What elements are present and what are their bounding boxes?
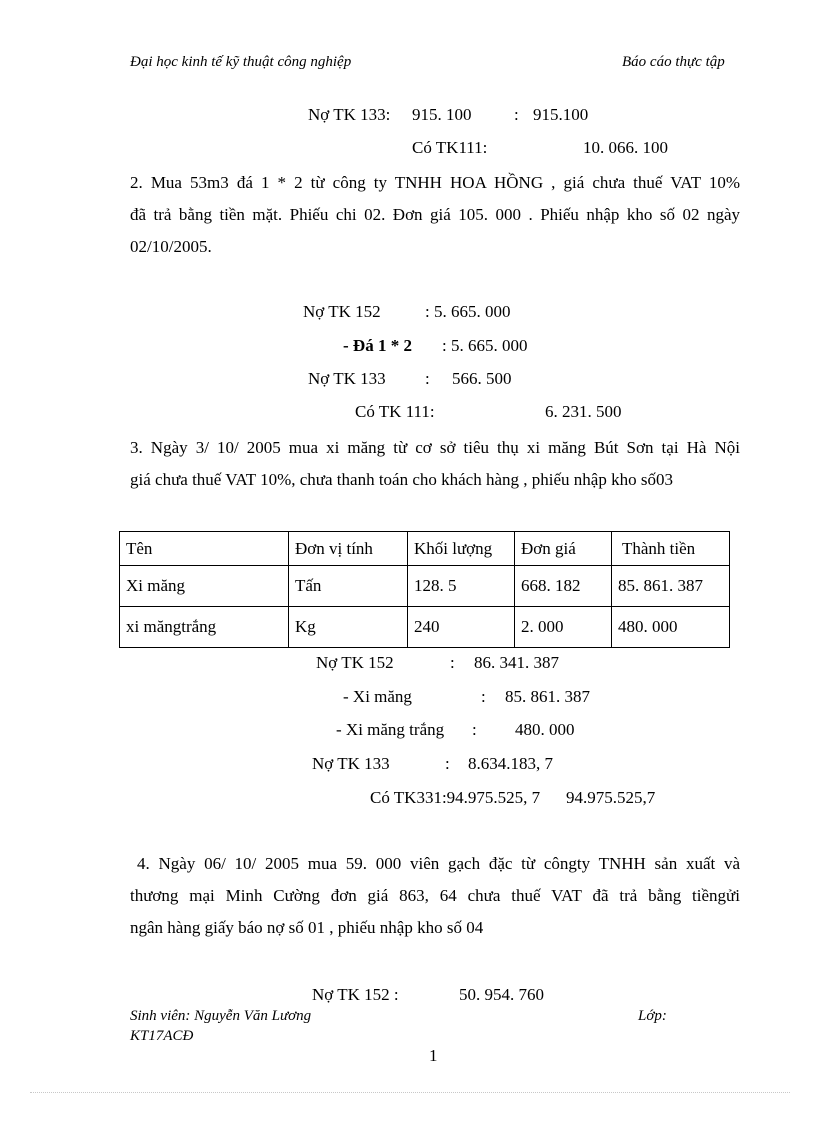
entry1-debit-133-colon: : — [514, 105, 519, 124]
footer-student: Sinh viên: Nguyễn Văn Lương — [130, 1008, 312, 1024]
header-school: Đại học kinh tế kỹ thuật công nghiệp — [130, 54, 352, 70]
item2-debit-133-colon: : — [425, 369, 430, 388]
item3-credit-331-total: 94.975.525,7 — [566, 788, 656, 807]
item2-stone-value: : 5. 665. 000 — [442, 336, 528, 355]
footer-class-label: Lớp: — [638, 1008, 667, 1024]
table-cell: 128. 5 — [408, 566, 515, 607]
item2-debit-152-label: Nợ TK 152 — [303, 302, 381, 321]
item2-stone-label: - Đá 1 * 2 — [343, 336, 412, 355]
item4-line-1: 4. Ngày 06/ 10/ 2005 mua 59. 000 viên gạch đặc từ côngty TNHH sản xuất và — [137, 854, 740, 873]
entry1-credit-111-value: 10. 066. 100 — [583, 138, 668, 157]
item4-line-3: ngân hàng giấy báo nợ số 01 , phiếu nhập kho số 04 — [130, 918, 484, 937]
item4-line-2: thương mại Minh Cường đơn giá 863, 64 chưa thuế VAT đã trả bằng tiềngửi — [130, 886, 740, 905]
item4-paragraph — [137, 848, 740, 880]
item2-credit-111-label: Có TK 111: — [355, 402, 435, 421]
item2-line-1: 2. Mua 53m3 đá 1 * 2 từ công ty TNHH HOA HỒNG , giá chưa thuế VAT 10% — [130, 173, 740, 192]
page-number: 1 — [429, 1046, 438, 1065]
materials-table — [119, 531, 730, 648]
table-row — [120, 566, 730, 607]
item2-paragraph — [130, 167, 740, 263]
entry1-credit-111-label: Có TK111: — [412, 138, 488, 157]
item3-white-cement-value: 480. 000 — [515, 720, 575, 739]
item4-debit-152-value: 50. 954. 760 — [459, 985, 544, 1004]
table-header-row — [120, 532, 730, 566]
item3-debit-133-colon: : — [445, 754, 450, 773]
table-cell: 668. 182 — [515, 566, 612, 607]
item3-cement-colon: : — [481, 687, 486, 706]
item3-line-1: 3. Ngày 3/ 10/ 2005 mua xi măng từ cơ sở tiêu thụ xi măng Bút Sơn tại Hà Nội — [130, 438, 740, 457]
item3-debit-152-value: 86. 341. 387 — [474, 653, 559, 672]
table-cell: Xi măng — [120, 566, 289, 607]
entry1-debit-133-value: 915. 100 — [412, 105, 472, 124]
table-cell: 240 — [408, 607, 515, 648]
item4-paragraph-cont — [130, 880, 740, 944]
item2-line-2: đã trả bằng tiền mặt. Phiếu chi 02. Đơn giá 105. 000 . Phiếu nhập kho số 02 ngày — [130, 205, 740, 224]
item2-debit-152-value: : 5. 665. 000 — [425, 302, 511, 321]
item3-debit-152-label: Nợ TK 152 — [316, 653, 394, 672]
item3-line-2: giá chưa thuế VAT 10%, chưa thanh toán cho khách hàng , phiếu nhập kho số03 — [130, 470, 673, 489]
item3-credit-331-text: Có TK331:94.975.525, 7 — [370, 788, 541, 807]
item2-line-3: 02/10/2005. — [130, 237, 212, 256]
table-cell: Kg — [289, 607, 408, 648]
page-bottom-divider — [30, 1092, 790, 1093]
item3-white-cement-label: - Xi măng trắng — [336, 720, 445, 739]
item3-debit-133-value: 8.634.183, 7 — [468, 754, 553, 773]
table-cell: xi măngtrắng — [120, 607, 289, 648]
item3-white-cement-colon: : — [472, 720, 477, 739]
table-row — [120, 607, 730, 648]
header-report-title: Báo cáo thực tập — [622, 54, 725, 70]
item4-debit-152-label: Nợ TK 152 : — [312, 985, 399, 1004]
item3-cement-label: - Xi măng — [343, 687, 412, 706]
table-cell: 85. 861. 387 — [612, 566, 730, 607]
table-cell: 480. 000 — [612, 607, 730, 648]
entry1-debit-133-label: Nợ TK 133: — [308, 105, 391, 124]
footer-class-value: KT17ACĐ — [130, 1028, 194, 1044]
table-header-cell: Thành tiền — [612, 532, 730, 566]
table-cell: 2. 000 — [515, 607, 612, 648]
item2-debit-133-label: Nợ TK 133 — [308, 369, 386, 388]
table-header-cell: Tên — [120, 532, 289, 566]
item3-debit-152-colon: : — [450, 653, 455, 672]
item2-debit-133-value: 566. 500 — [452, 369, 512, 388]
entry1-debit-133-total: 915.100 — [533, 105, 589, 124]
table-header-cell: Đơn giá — [515, 532, 612, 566]
item3-cement-value: 85. 861. 387 — [505, 687, 590, 706]
table-header-cell: Đơn vị tính — [289, 532, 408, 566]
item2-credit-111-value: 6. 231. 500 — [545, 402, 622, 421]
item3-debit-133-label: Nợ TK 133 — [312, 754, 390, 773]
table-cell: Tấn — [289, 566, 408, 607]
item3-paragraph — [130, 432, 740, 496]
table-header-cell: Khối lượng — [408, 532, 515, 566]
